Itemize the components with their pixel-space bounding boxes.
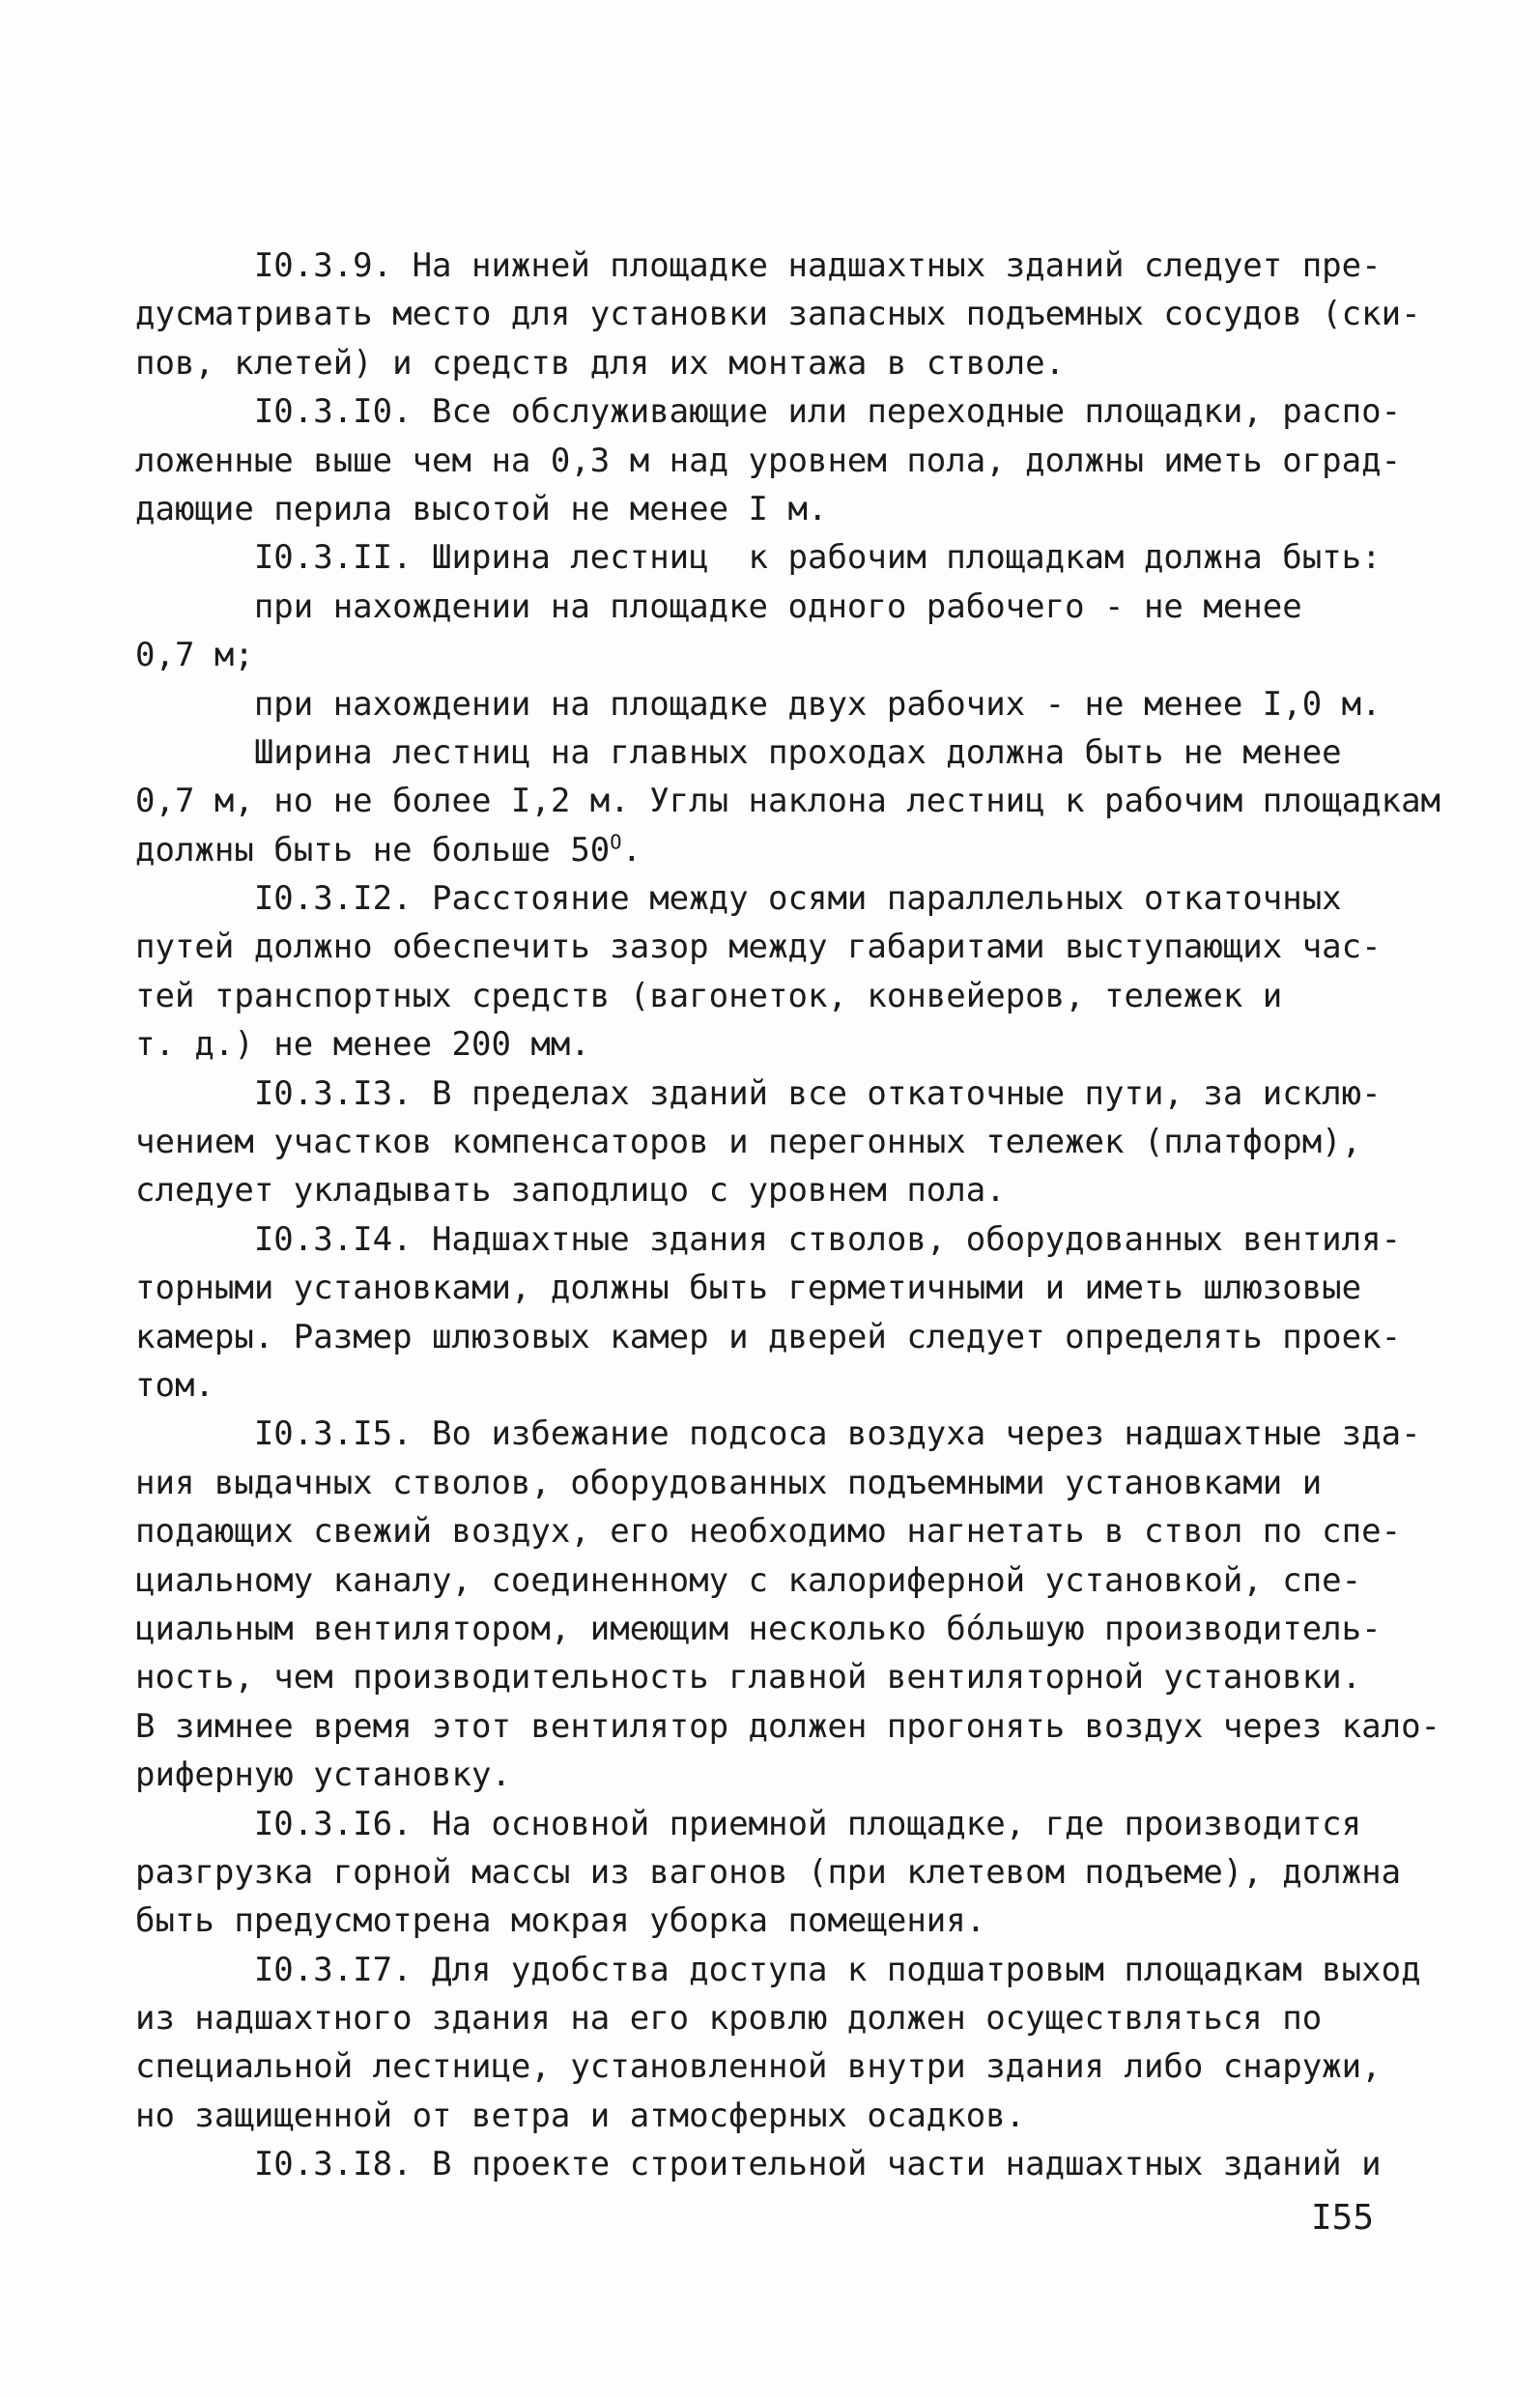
text-line xyxy=(135,2042,1430,2091)
text-line-content: 0,7 м; xyxy=(135,636,254,675)
text-line-content: дающие перила высотой не менее I м. xyxy=(135,489,828,528)
text-line xyxy=(135,1702,1441,1751)
text-line xyxy=(135,339,1430,387)
text-line-content: ния выдачных стволов, оборудованных подъемными установками и xyxy=(135,1463,1323,1502)
text-line-content: пов, клетей) и средств для их монтажа в стволе. xyxy=(135,343,1066,383)
text-line-content: I0.3.I3. В пределах зданий все откаточные пути, за исклю- xyxy=(135,1073,1382,1113)
document-body xyxy=(135,242,1441,2189)
text-line xyxy=(135,2140,1430,2188)
text-line-content: т. д.) не менее 200 мм. xyxy=(135,1025,590,1065)
text-line xyxy=(135,1897,1430,1945)
text-line-content: путей должно обеспечить зазор между габаритами выступающих час- xyxy=(135,927,1382,967)
text-line xyxy=(135,290,1430,338)
text-line-content: циальному каналу, соединенному с калориферной установкой, спе- xyxy=(135,1560,1362,1600)
text-line xyxy=(135,437,1430,485)
text-line xyxy=(135,1361,1430,1410)
text-line xyxy=(135,533,1430,582)
text-line-content: I0.3.I2. Расстояние между осями параллельных откаточных xyxy=(135,879,1342,919)
text-line-content: чением участков компенсаторов и перегонных тележек (платформ), xyxy=(135,1123,1362,1162)
text-line-content: но защищенной от ветра и атмосферных осадков. xyxy=(135,2096,1026,2135)
text-line-content: при нахождении на площадке одного рабочего - не менее xyxy=(135,586,1302,626)
text-line-content: торными установками, должны быть герметичными и иметь шлюзовые xyxy=(135,1269,1362,1308)
text-line-content: из надшахтного здания на его кровлю должен осуществляться по xyxy=(135,1999,1323,2039)
text-line xyxy=(135,728,1430,777)
text-line-content: I0.3.I4. Надшахтные здания стволов, оборудованных вентиля- xyxy=(135,1219,1402,1259)
text-line xyxy=(135,923,1430,971)
text-line xyxy=(135,1313,1430,1361)
text-line xyxy=(135,1605,1430,1653)
text-line xyxy=(135,1800,1430,1848)
text-line xyxy=(135,874,1430,923)
text-line-content: разгрузка горной массы из вагонов (при клетевом подъеме), должна xyxy=(135,1852,1402,1892)
text-line xyxy=(135,1118,1430,1166)
text-line-content: В зимнее время этот вентилятор должен прогонять воздух через кало- xyxy=(135,1706,1441,1746)
text-line-content: камеры. Размер шлюзовых камер и дверей следует определять проек- xyxy=(135,1317,1402,1356)
text-line xyxy=(135,1459,1430,1507)
text-line xyxy=(135,2092,1430,2140)
text-line-content: I0.3.9. На нижней площадке надшахтных зданий следует пре- xyxy=(135,246,1382,285)
text-line-content: следует укладывать заподлицо с уровнем пола. xyxy=(135,1171,1006,1211)
text-line xyxy=(135,1507,1430,1555)
text-line-content: ность, чем производительность главной вентиляторной установки. xyxy=(135,1658,1362,1698)
text-line xyxy=(135,1653,1430,1701)
text-line xyxy=(135,631,1430,679)
text-line-content: том. xyxy=(135,1365,214,1405)
text-line-content: тей транспортных средств (вагонеток, конвейеров, тележек и xyxy=(135,976,1283,1015)
text-line xyxy=(135,1410,1430,1458)
text-line-content: I0.3.I6. На основной приемной площадке, где производится xyxy=(135,1804,1362,1843)
text-line-content: при нахождении на площадке двух рабочих - не менее I,0 м. xyxy=(135,684,1382,724)
text-line-content: циальным вентилятором, имеющим несколько бо́льшую производитель- xyxy=(135,1609,1382,1648)
text-line-content: быть предусмотрена мокрая уборка помещения. xyxy=(135,1901,986,1941)
text-line xyxy=(135,1556,1430,1605)
text-line-content: 0,7 м, но не более I,2 м. Углы наклона лестниц к рабочим площадкам xyxy=(135,782,1441,821)
text-line-content: I0.3.I8. В проекте строительной части надшахтных зданий и xyxy=(135,2145,1382,2184)
text-line-content: I0.3.I7. Для удобства доступа к подшатровым площадкам выход xyxy=(135,1950,1421,1989)
text-line-content: риферную установку. xyxy=(135,1755,511,1795)
text-line xyxy=(135,1946,1430,1994)
text-line xyxy=(135,1166,1430,1214)
text-line-content: специальной лестнице, установленной внутри здания либо снаружи, xyxy=(135,2047,1382,2087)
text-line-content: дусматривать место для установки запасных подъемных сосудов (ски- xyxy=(135,295,1421,334)
text-line xyxy=(135,1070,1430,1118)
text-line xyxy=(135,1215,1430,1264)
text-line xyxy=(135,680,1430,728)
text-line xyxy=(135,1751,1430,1799)
text-line-content: подающих свежий воздух, его необходимо нагнетать в ствол по спе- xyxy=(135,1512,1402,1552)
text-line xyxy=(135,1264,1430,1312)
text-line xyxy=(135,777,1441,825)
text-line xyxy=(135,485,1430,533)
text-line-content: Ширина лестниц на главных проходах должна быть не менее xyxy=(135,732,1342,772)
text-line xyxy=(135,1848,1430,1897)
text-line xyxy=(135,826,1430,874)
text-line-content: I0.3.II. Ширина лестниц к рабочим площадкам должна быть: xyxy=(135,538,1382,578)
text-line-content: I0.3.I0. Все обслуживающие или переходные площадки, распо- xyxy=(135,392,1402,432)
degree-superscript: O xyxy=(610,830,622,854)
text-line xyxy=(135,242,1430,290)
page-number: I55 xyxy=(1311,2198,1375,2238)
text-line xyxy=(135,972,1430,1020)
text-line xyxy=(135,1994,1430,2042)
text-line-content: ложенные выше чем на 0,3 м над уровнем пола, должны иметь оград- xyxy=(135,441,1402,480)
text-line xyxy=(135,387,1430,436)
text-line xyxy=(135,583,1430,631)
text-line-content: I0.3.I5. Во избежание подсоса воздуха через надшахтные зда- xyxy=(135,1414,1421,1454)
text-line xyxy=(135,1020,1430,1069)
text-line-content: должны быть не больше 50 xyxy=(135,830,611,870)
sentence-end: . xyxy=(621,830,642,870)
